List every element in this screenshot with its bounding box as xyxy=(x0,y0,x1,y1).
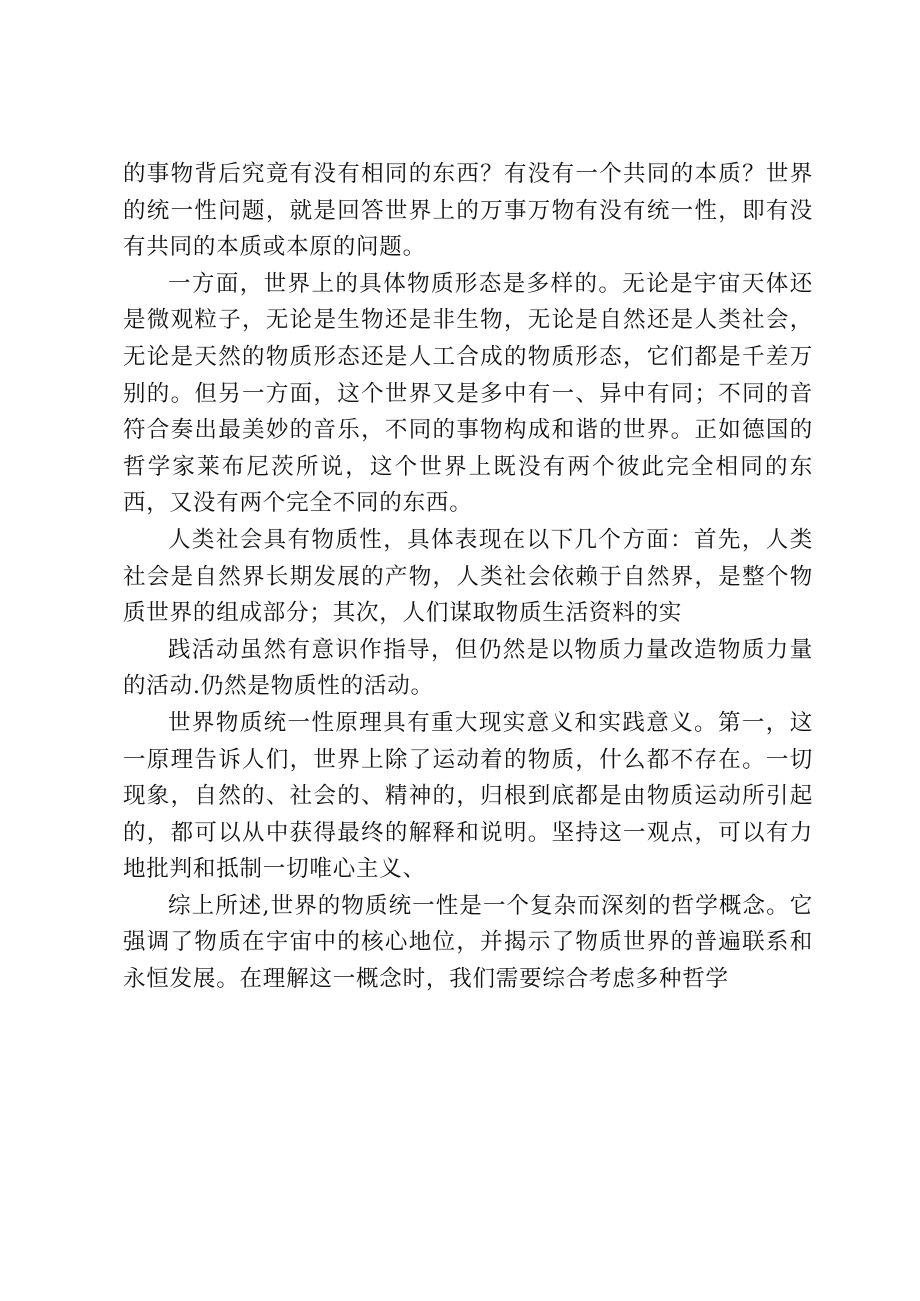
paragraph-6: 综上所述,世界的物质统一性是一个复杂而深刻的哲学概念。它强调了物质在宇宙中的核心地位，并揭示了物质世界的普遍联系和永恒发展。在理解这一概念时，我们需要综合考虑多种哲学 xyxy=(123,892,813,993)
paragraph-2: 一方面，世界上的具体物质形态是多样的。无论是宇宙天体还是微观粒子，无论是生物还是非生物，无论是自然还是人类社会，无论是天然的物质形态还是人工合成的物质形态，它们都是千差万别的。但另一方面，这个世界又是多中有一、异中有同；不同的音符合奏出最美妙的音乐，不同的事物构成和谐的世界。正如德国的哲学家莱布尼茨所说，这个世界上既没有两个彼此完全相同的东西，又没有两个完全不同的东西。 xyxy=(123,270,813,517)
paragraph-4: 践活动虽然有意识作指导，但仍然是以物质力量改造物质力量的活动.仍然是物质性的活动。 xyxy=(123,636,813,700)
paragraph-1: 的事物背后究竟有没有相同的东西？有没有一个共同的本质？世界的统一性问题，就是回答世界上的万事万物有没有统一性，即有没有共同的本质或本原的问题。 xyxy=(123,161,813,261)
document-body xyxy=(123,156,813,998)
paragraph-3: 人类社会具有物质性，具体表现在以下几个方面：首先，人类社会是自然界长期发展的产物，人类社会依赖于自然界，是整个物质世界的组成部分；其次，人们谋取物质生活资料的实 xyxy=(123,526,813,627)
paragraph-5: 世界物质统一性原理具有重大现实意义和实践意义。第一，这一原理告诉人们，世界上除了运动着的物质，什么都不存在。一切现象，自然的、社会的、精神的，归根到底都是由物质运动所引起的，都可以从中获得最终的解释和说明。坚持这一观点，可以有力地批判和抵制一切唯心主义、 xyxy=(123,709,813,883)
